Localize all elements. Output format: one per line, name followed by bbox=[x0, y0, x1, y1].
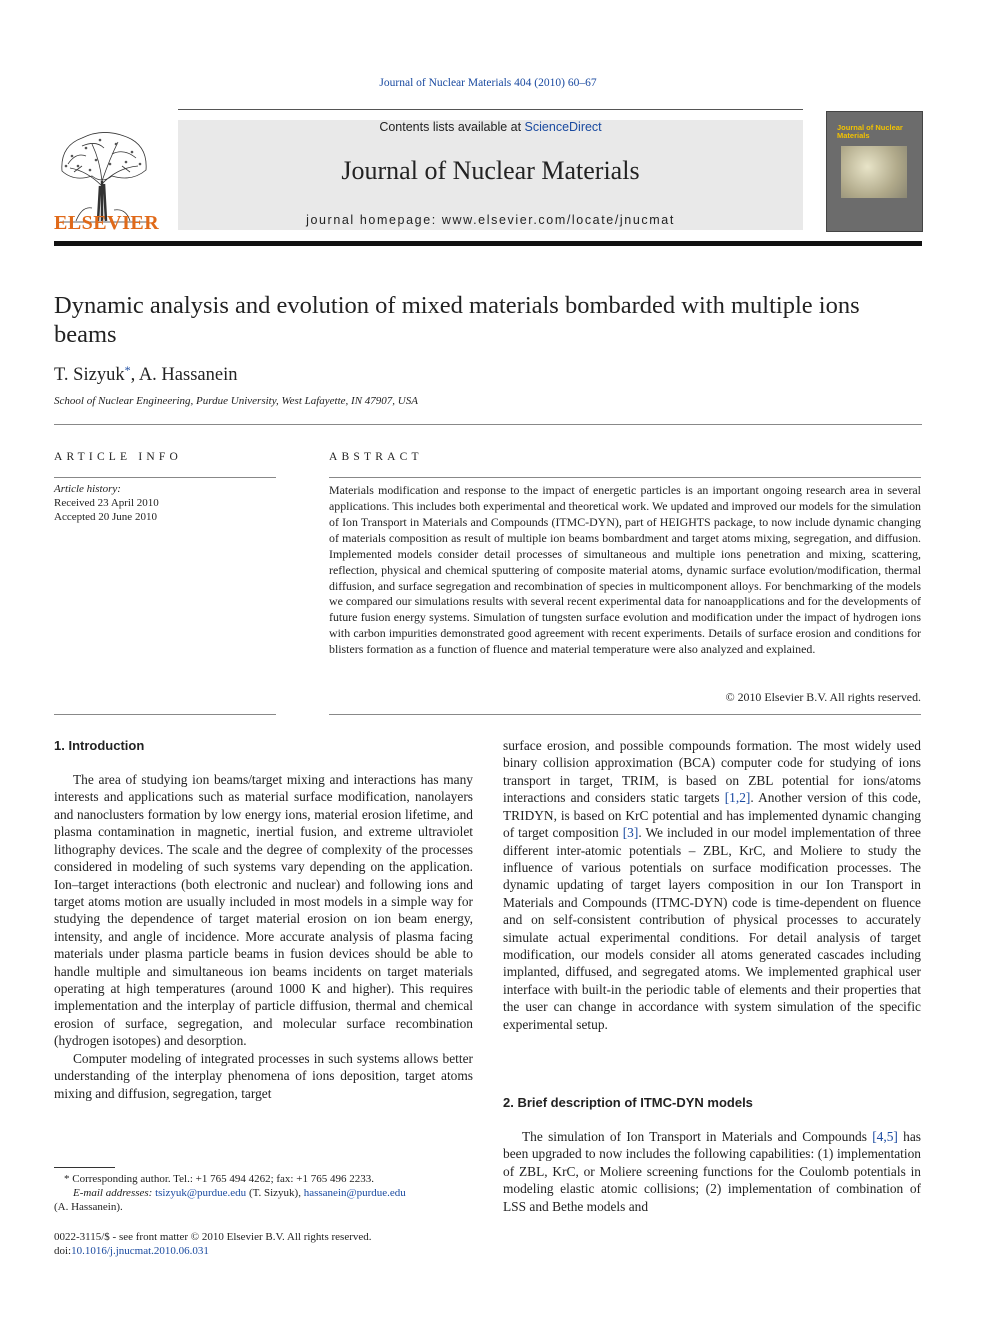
cover-image bbox=[841, 146, 907, 198]
header-thick-rule bbox=[54, 241, 922, 246]
affiliation: School of Nuclear Engineering, Purdue University, West Lafayette, IN 47907, USA bbox=[54, 395, 418, 407]
article-info-heading: ARTICLE INFO bbox=[54, 451, 182, 463]
author-1[interactable]: T. Sizyuk bbox=[54, 365, 125, 385]
abstract-text: Materials modification and response to the impact of energetic particles is an important ongoing research area in several applications. This includes both experimental and theoretical work. We updated and improved our models for the simulation of Ion Transport in Materials and Compounds (ITMC-DYN), part of HEIGHTS package, to now include dynamic changing of materials composition as result of multiple ion beams bombardment and target atoms mixing, segregation, and diffusion. Implemented models consider detail processes of simultaneous and multiple ions penetration and mixing, scattering, reflection, physical and chemical sputtering of composite material atoms, dynamic surface evolution/modification, thermal diffusion, and surface segregation and recombination of species in multicomponent alloys. For benchmarking of the models we compared our simulations results with several recent experimental data for nanoapplications and for the developments of future fusion energy systems. Simulation of tungsten surface evolution and modification under the impact of hydrogen ions with carbon impurities demonstrated good agreement with recent experiments. Details of surface erosion and conditions for blisters formation as a function of fluence and material temperature were also analyzed and explained. bbox=[329, 483, 921, 657]
reference-4-5[interactable]: [4,5] bbox=[872, 1129, 898, 1144]
corresponding-author-text: Corresponding author. Tel.: +1 765 494 4262; fax: +1 765 496 2233. bbox=[69, 1173, 374, 1185]
right-column-text bbox=[503, 737, 921, 1033]
email-note bbox=[54, 1186, 473, 1200]
reference-3[interactable]: [3] bbox=[622, 825, 639, 841]
section-2-text bbox=[503, 1128, 921, 1215]
section-2-part-b: has been upgraded to now includes the following capabilities: (1) implementation of ZBL, KrC, or Moliere screening functions for the Coulomb potentials in modeling elastic atomic collisions; (2) implementation of combination of LSS and Bethe models and bbox=[503, 1129, 921, 1214]
reference-1-2[interactable]: [1,2] bbox=[724, 790, 751, 806]
author-2[interactable]: A. Hassanein bbox=[138, 365, 238, 385]
section-1-paragraph-1: The area of studying ion beams/target mixing and interactions has many interests and applications such as material surface modification, nanolayers and nanoclusters formation by low energy ions, material erosion lifetime, and plasma contamination in magnetic, inertial fusion, and extreme ultraviolet lithography devices. The scale and the degree of complexity of the processes considered in modeling of such systems vary depending on the application. Ion–target interactions (both electronic and nuclear) and following ions and target atoms motion are usually included in most models in a simple way for studying the dependence of target material erosion on ion beam energy, intensity, and angle of incidence. More accurate analysis of plasma facing materials under plasma particle beams in fusion devices should be able to handle multiple and simultaneous ion beams incidents on target materials operating at high temperatures (around 1000 K and higher). This requires implementation and the interplay of particle diffusion, thermal and chemical erosion of surface, segregation, and molecular surface recombination (hydrogen isotopes) and desorption. bbox=[54, 772, 473, 1049]
section-2-part-a: The simulation of Ion Transport in Materials and Compounds bbox=[522, 1129, 873, 1144]
email-link-2[interactable]: hassanein@purdue.edu bbox=[303, 1187, 406, 1199]
continuation-part-b: . Another version of this code, TRIDYN, is based on KrC potential and has implemented dynamic changing of target composition bbox=[503, 790, 921, 841]
corresponding-author-note bbox=[54, 1172, 473, 1186]
cover-title: Journal of Nuclear Materials bbox=[837, 123, 903, 140]
accepted-date: Accepted 20 June 2010 bbox=[54, 511, 157, 523]
doi-line bbox=[54, 1244, 209, 1258]
article-info-bottom-rule bbox=[54, 714, 276, 715]
journal-citation[interactable]: Journal of Nuclear Materials 404 (2010) 60–67 bbox=[379, 77, 597, 89]
email-label: E-mail addresses: bbox=[73, 1187, 153, 1199]
section-1-paragraph-2: Computer modeling of integrated processes in such systems allows better understanding of the interplay phenomena of ions deposition, target atoms mixing and diffusion, segregation, target bbox=[54, 1050, 473, 1101]
section-1-continuation bbox=[503, 737, 921, 1033]
continuation-part-c: . We included in our model implementation of three different inter-atomic potentials – ZBL, KrC, and Moliere to study the influence of various potentials on surface modification processes. The dynamic updating of target layers composition in our Ion Transport in Materials and Compounds (ITMC-DYN) code is time-dependent on fluence and on self-consistent contribution of physical processes to accurately simulate actual experimental conditions. For detail analysis of target modification, our models consider all atoms generated cascades including implanted, diffused, and segregated atoms. We implemented graphical user interface with built-in the periodic table of elements and their properties that the user can change in accordance with system simulation of the specific experimental setup. bbox=[503, 825, 921, 1032]
section-2-paragraph-1 bbox=[503, 1128, 921, 1215]
author-separator: , bbox=[130, 365, 139, 385]
corresponding-author-mark[interactable]: * bbox=[124, 363, 131, 377]
doi-link[interactable]: 10.1016/j.jnucmat.2010.06.031 bbox=[71, 1245, 209, 1257]
footnote-mark: * bbox=[64, 1173, 70, 1185]
section-1-heading: 1. Introduction bbox=[54, 738, 145, 753]
footnote-rule bbox=[54, 1167, 115, 1168]
email-owner-1: (T. Sizyuk), bbox=[246, 1187, 304, 1199]
sciencedirect-link[interactable]: ScienceDirect bbox=[524, 120, 602, 134]
abstract-bottom-rule bbox=[329, 714, 921, 715]
header-rule bbox=[178, 109, 803, 110]
doi-prefix: doi: bbox=[54, 1245, 72, 1257]
email-owner-2: (A. Hassanein). bbox=[54, 1201, 123, 1213]
contents-line bbox=[178, 120, 803, 134]
contents-prefix: Contents lists available at bbox=[379, 120, 525, 134]
article-title: Dynamic analysis and evolution of mixed materials bombarded with multiple ions beams bbox=[54, 292, 860, 348]
journal-homepage[interactable]: journal homepage: www.elsevier.com/locate/jnucmat bbox=[306, 213, 675, 227]
elsevier-wordmark: ELSEVIER bbox=[54, 212, 160, 234]
article-info-rule bbox=[54, 477, 276, 478]
article-history bbox=[54, 482, 159, 524]
author-list bbox=[54, 363, 237, 386]
email-link-1[interactable]: tsizyuk@purdue.edu bbox=[155, 1187, 247, 1199]
journal-name: Journal of Nuclear Materials bbox=[341, 156, 640, 185]
history-label: Article history: bbox=[54, 483, 121, 495]
continuation-part-a: surface erosion, and possible compounds formation. The most widely used binary collision approximation (BCA) computer code for studying of ions transport in target, TRIM, is based on ZBL potential for ions/atoms interactions and considers static targets bbox=[503, 738, 921, 806]
issn-line: 0022-3115/$ - see front matter © 2010 Elsevier B.V. All rights reserved. bbox=[54, 1231, 372, 1243]
abstract-heading: ABSTRACT bbox=[329, 451, 423, 463]
journal-cover-thumbnail bbox=[826, 111, 923, 232]
received-date: Received 23 April 2010 bbox=[54, 497, 159, 509]
title-divider bbox=[54, 424, 922, 425]
abstract-rule bbox=[329, 477, 921, 478]
section-2-heading: 2. Brief description of ITMC-DYN models bbox=[503, 1095, 753, 1110]
abstract-copyright: © 2010 Elsevier B.V. All rights reserved. bbox=[725, 690, 921, 704]
section-1-text bbox=[54, 771, 473, 1102]
